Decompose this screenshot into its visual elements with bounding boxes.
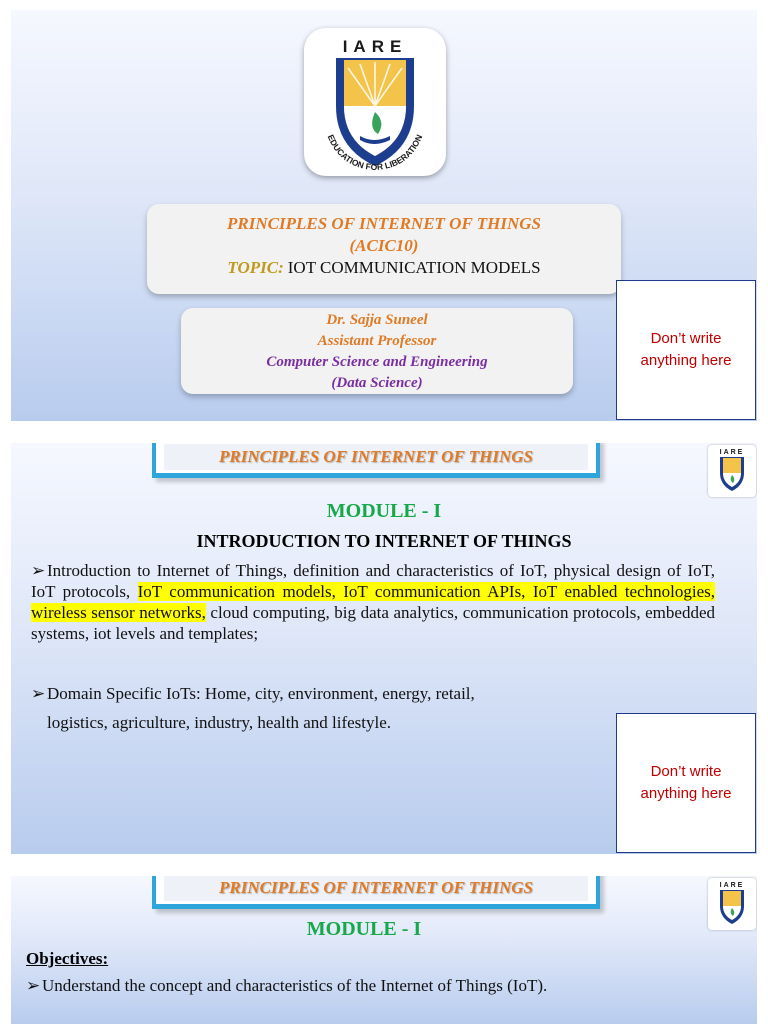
author-name: Dr. Sajja Suneel	[326, 312, 428, 328]
header-banner	[152, 443, 600, 478]
objectives-title: Objectives:	[26, 949, 109, 968]
placeholder-note	[616, 713, 756, 853]
bullet2-line2: logistics, agriculture, industry, health and lifestyle.	[47, 713, 392, 732]
course-title: PRINCIPLES OF INTERNET OF THINGS	[227, 214, 541, 233]
course-title-box	[147, 204, 621, 294]
svg-text:IARE: IARE	[719, 449, 745, 456]
svg-text:IARE: IARE	[719, 882, 745, 889]
department: Computer Science and Engineering	[266, 354, 488, 370]
bullet1-rest: cloud computing, big data analytics, communication protocols, embedded systems, iot levels and templates;	[31, 603, 715, 643]
topic-label: TOPIC:	[227, 258, 284, 277]
topic-value: IOT COMMUNICATION MODELS	[287, 258, 541, 277]
iare-logo-small	[708, 445, 756, 497]
specialization: (Data Science)	[331, 375, 423, 391]
author-box	[181, 308, 573, 394]
bullet-syllabus-topics	[31, 560, 715, 644]
bullet1-highlight: IoT communication models, IoT communication APIs, IoT enabled technologies, wireless sensor networks,	[31, 582, 715, 622]
module-heading: MODULE - I	[306, 918, 422, 940]
bullet1-text: Introduction to Internet of Things, definition and characteristics of IoT, physical design of IoT, IoT protocols,	[31, 561, 715, 601]
module-subtitle: INTRODUCTION TO INTERNET OF THINGS	[196, 531, 572, 551]
module-heading: MODULE - I	[326, 500, 442, 522]
objective-item	[26, 975, 586, 997]
bullet-arrow-icon: ➢	[31, 561, 46, 580]
placeholder-note	[616, 280, 756, 420]
module-slide	[11, 443, 757, 854]
bullet-domain-iots	[31, 679, 715, 737]
header-title: PRINCIPLES OF INTERNET OF THINGS	[164, 876, 588, 901]
header-banner	[152, 876, 600, 909]
bullet2-line1: Domain Specific IoTs: Home, city, environment, energy, retail,	[47, 684, 475, 703]
author-role: Assistant Professor	[317, 333, 437, 349]
placeholder-note-text: Don’t write anything here	[640, 330, 732, 369]
iare-logo	[304, 28, 446, 176]
placeholder-note-text: Don’t write anything here	[640, 763, 732, 802]
title-slide	[11, 10, 757, 421]
header-title: PRINCIPLES OF INTERNET OF THINGS	[164, 444, 588, 470]
bullet-arrow-icon: ➢	[26, 976, 41, 995]
bullet-arrow-icon: ➢	[31, 684, 46, 703]
logo-motto: EDUCATION FOR LIBERATION	[325, 133, 425, 173]
logo-name: IARE	[342, 37, 408, 56]
objectives-slide	[11, 876, 757, 1024]
course-code: (ACIC10)	[349, 236, 419, 255]
objective-text: Understand the concept and characteristics of the Internet of Things (IoT).	[42, 976, 548, 995]
